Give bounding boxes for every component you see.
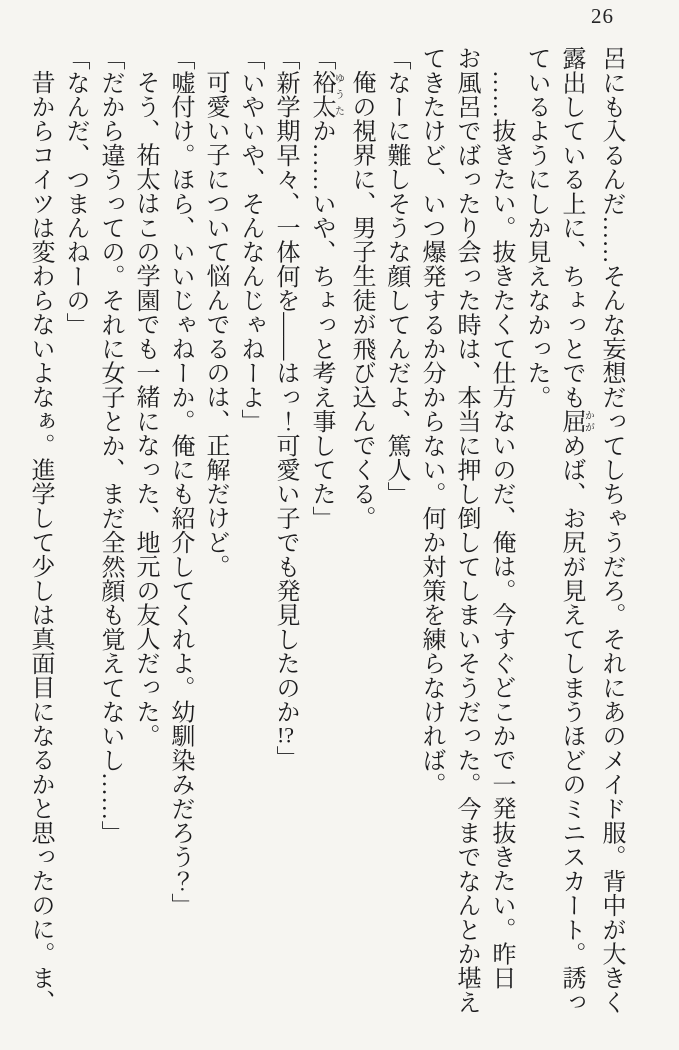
text-line: お風呂でばったり会った時は、本当に押し倒してしまいそうだった。今までなんとか堪え (453, 46, 479, 1014)
text-line: 「なーに難しそうな顔してんだよ、篤人」 (383, 46, 409, 506)
text-line: 「嘘付け。ほら、いいじゃねーか。俺にも紹介してくれよ。幼馴染みだろう？」 (167, 46, 193, 918)
text-line: 俺の視界に、男子生徒が飛び込んでくる。 (348, 70, 374, 530)
ruby-annotated-word: 屈かが (558, 409, 594, 434)
tate-chu-yoko-text: !? (276, 723, 295, 746)
page-number: 26 (591, 4, 614, 28)
text-line: 昔からコイツは変わらないよなぁ。進学して少しは真面目になるかと思ったのに。ま、 (27, 70, 53, 1014)
ruby-annotated-word: 裕太ゆうた (308, 70, 344, 119)
text-line: ……抜きたい。抜きたくて仕方ないのだ、俺は。今すぐどこかで一発抜きたい。昨日 (488, 70, 514, 990)
text-line: 「裕太ゆうたか……いや、ちょっと考え事してた」 (308, 46, 344, 531)
text-line: ているようにしか見えなかった。 (523, 46, 549, 409)
text-line: 「いやいや、そんなんじゃねーよ」 (237, 46, 263, 434)
text-line: 呂にも入るんだ……そんな妄想だってしちゃうだろ。それにあのメイド服。背中が大きく (598, 46, 624, 1014)
vertical-text-block (22, 46, 628, 1021)
text-line: 「なんだ、つまんねーの」 (62, 46, 88, 337)
text-line: 「だから違うっての。それに女子とか、まだ全然顔も覚えてないし……」 (97, 46, 123, 845)
text-line: 「新学期早々、一体何を――はっ！可愛い子でも発見したのか!?」 (272, 46, 298, 770)
text-line: そう、祐太はこの学園でも一緒になった、地元の友人だった。 (132, 70, 158, 748)
text-line: 露出している上に、ちょっとでも屈かがめば、お尻が見えてしまうほどのミニスカート。誘っ (558, 46, 594, 1015)
text-line: 可愛い子について悩んでるのは、正解だけど。 (202, 70, 228, 579)
text-line: てきたけど、いつ爆発するか分からない。何か対策を練らなければ。 (418, 46, 444, 797)
